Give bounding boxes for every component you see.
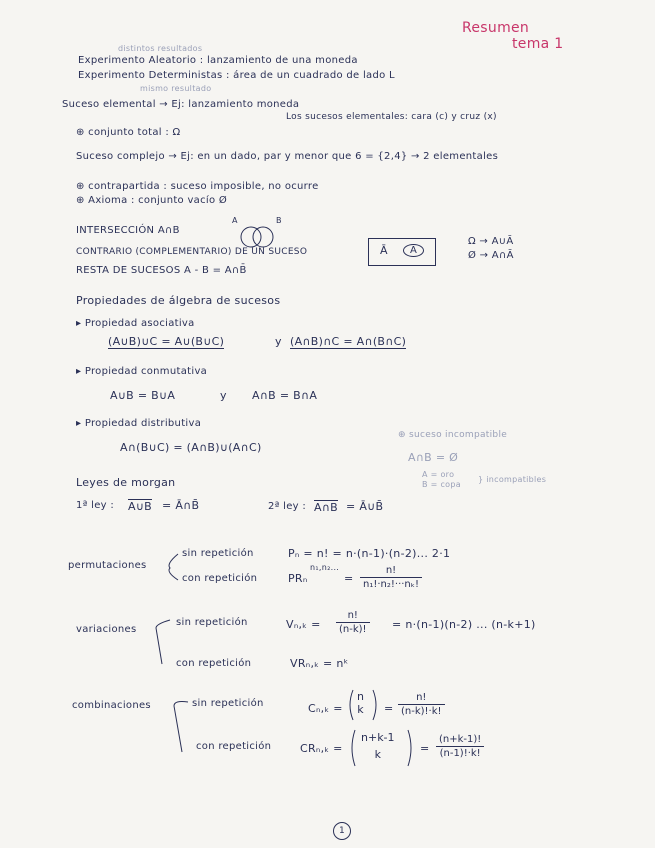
combinaciones-label: combinaciones [72, 700, 151, 711]
comb-sin-parens-icon [348, 688, 378, 722]
comb-sin-fraction [398, 692, 445, 717]
morgan-law1-lhs: A∪B [128, 500, 153, 513]
comb-sin-lhs: Cₙ,ₖ = [308, 702, 343, 715]
morgan-law2-lhs: A∩B [314, 501, 339, 514]
comb-con-label: con repetición [196, 741, 272, 752]
perm-sin-formula: Pₙ = n! = n·(n-1)·(n-2)... 2·1 [288, 547, 451, 560]
contrario-label: CONTRARIO (COMPLEMENTARIO) DE UN SUCESO [76, 247, 308, 257]
variaciones-brace-icon [150, 618, 174, 668]
experimento-aleatorio: Experimento Aleatorio : lanzamiento de una moneda [78, 55, 358, 66]
combinaciones-brace-icon [168, 696, 192, 756]
variaciones-label: variaciones [76, 624, 137, 635]
asociativa-y: y [275, 335, 282, 348]
var-con-formula: VRₙ,ₖ = nᵏ [290, 657, 349, 670]
interseccion-label: INTERSECCIÓN A∩B [76, 225, 180, 236]
comb-con-equals: = [420, 742, 430, 755]
incompatible-formula: A∩B = Ø [408, 451, 459, 464]
permutaciones-brace-icon [162, 552, 182, 582]
morgan-heading: Leyes de morgan [76, 476, 176, 489]
morgan-law2-label: 2ª ley : [268, 501, 307, 512]
conmutativa-formula-1: A∪B = B∪A [110, 389, 176, 402]
contrario-box [368, 238, 436, 266]
perm-con-label: con repetición [182, 573, 258, 584]
comb-sin-num: n! [416, 692, 427, 703]
distributiva-formula: A∩(B∪C) = (A∩B)∪(A∩C) [120, 441, 262, 454]
asociativa-formula-1: (A∪B)∪C = A∪(B∪C) [108, 335, 225, 348]
title-line2: tema 1 [512, 36, 564, 52]
page-number: 1 [333, 822, 351, 840]
comb-sin-top: n [357, 690, 364, 703]
perm-con-equals: = [344, 572, 354, 585]
comb-con-lhs: CRₙ,ₖ = [300, 742, 343, 755]
permutaciones-label: permutaciones [68, 560, 147, 571]
note-distintos: distintos resultados [118, 44, 203, 53]
propiedades-heading: Propiedades de álgebra de sucesos [76, 294, 281, 307]
conmutativa-formula-2: A∩B = B∩A [252, 389, 318, 402]
morgan-law2-rhs: = Ā∪B̄ [346, 500, 384, 513]
contrario-circle-a: A [403, 244, 424, 257]
comb-con-top: n+k-1 [361, 731, 395, 744]
var-sin-lhs: Vₙ,ₖ = [286, 618, 321, 631]
comb-con-den: (n-1)!·k! [439, 748, 481, 759]
prop-asociativa: ▸ Propiedad asociativa [76, 318, 195, 329]
suceso-complejo: Suceso complejo → Ej: en un dado, par y menor que 6 = {2,4} → 2 elementales [76, 151, 499, 162]
empty-relation: Ø → A∩Ā [468, 250, 514, 261]
morgan-law1-label: 1ª ley : [76, 500, 115, 511]
var-sin-label: sin repetición [176, 617, 248, 628]
perm-con-fraction [360, 565, 422, 590]
comb-con-parens-icon [350, 728, 414, 768]
var-sin-rhs: = n·(n-1)(n-2) ... (n-k+1) [392, 618, 536, 631]
incompatible-title: ⊕ suceso incompatible [398, 430, 508, 440]
venn-label-b: B [276, 216, 282, 225]
var-sin-fraction [336, 610, 370, 635]
comb-sin-label: sin repetición [192, 698, 264, 709]
note-mismo: mismo resultado [140, 84, 212, 93]
contrario-boxed-a: Ā [380, 244, 388, 257]
perm-con-sup: n₁,n₂... [310, 563, 340, 572]
prop-conmutativa: ▸ Propiedad conmutativa [76, 366, 208, 377]
perm-con-den: n₁!·n₂!···nₖ! [363, 579, 420, 590]
comb-con-bot: k [374, 748, 381, 761]
comb-sin-equals: = [384, 702, 394, 715]
omega-relation: Ω → A∪Ā [468, 236, 514, 247]
title-line1: Resumen [462, 20, 530, 36]
comb-con-num: (n+k-1)! [439, 734, 482, 745]
var-con-label: con repetición [176, 658, 252, 669]
conjunto-total: ⊕ conjunto total : Ω [76, 127, 181, 138]
axioma: ⊕ Axioma : conjunto vacío Ø [76, 195, 228, 206]
conmutativa-y: y [220, 389, 227, 402]
experimento-determinista: Experimento Deterministas : área de un cuadrado de lado L [78, 70, 395, 81]
var-sin-den: (n-k)! [339, 624, 367, 635]
resta-sucesos: RESTA DE SUCESOS A - B = A∩B̄ [76, 265, 247, 276]
perm-con-lhs: PRₙ [288, 572, 308, 585]
comb-sin-den: (n-k)!·k! [401, 706, 442, 717]
contrapartida: ⊕ contrapartida : suceso imposible, no ocurre [76, 181, 319, 192]
incompatible-label: } incompatibles [478, 475, 547, 484]
venn-label-a: A [232, 216, 238, 225]
comb-con-fraction [436, 734, 484, 759]
suceso-elemental: Suceso elemental → Ej: lanzamiento moneda [62, 99, 300, 110]
incompatible-ex1: A = oro [422, 470, 455, 479]
suceso-elemental-sub: Los sucesos elementales: cara (c) y cruz (x) [286, 112, 497, 122]
asociativa-formula-2: (A∩B)∩C = A∩(B∩C) [290, 335, 407, 348]
prop-distributiva: ▸ Propiedad distributiva [76, 418, 202, 429]
comb-sin-bot: k [357, 703, 364, 716]
perm-con-num: n! [385, 565, 397, 576]
morgan-law1-rhs: = Ā∩B̄ [162, 499, 200, 512]
var-sin-num: n! [347, 610, 358, 621]
incompatible-ex2: B = copa [422, 480, 461, 489]
perm-sin-label: sin repetición [182, 548, 254, 559]
